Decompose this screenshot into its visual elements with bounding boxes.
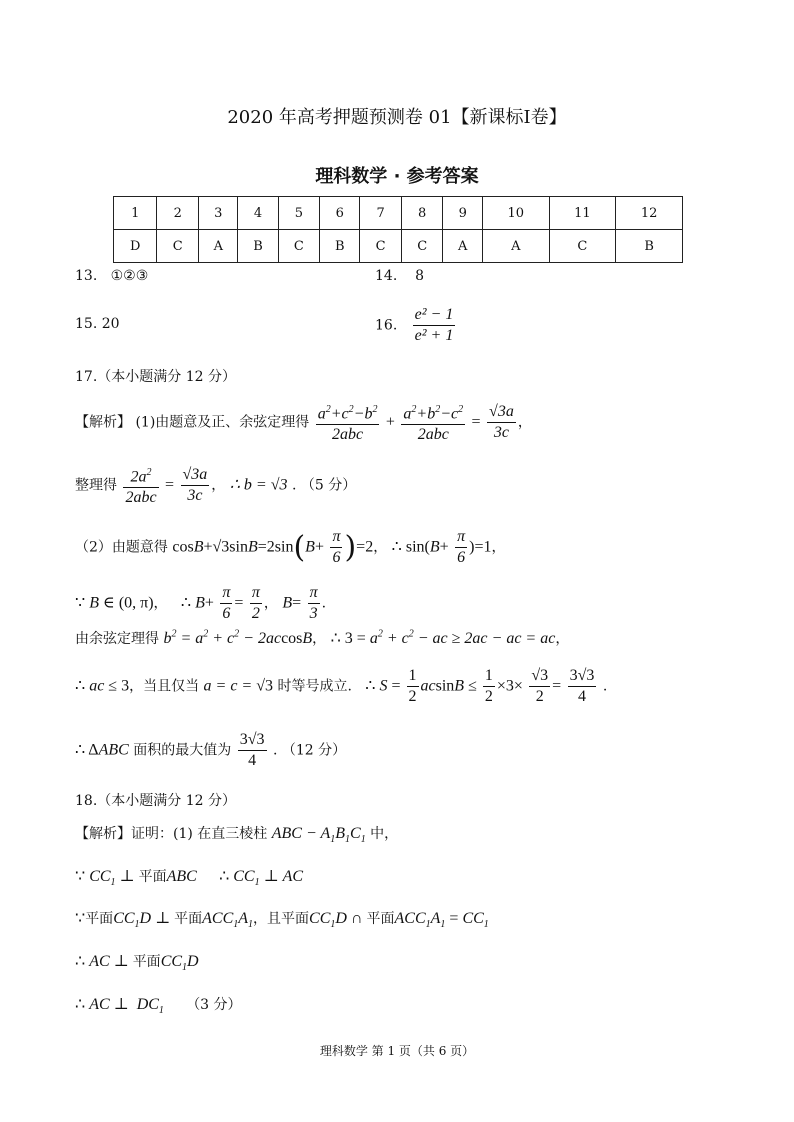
answer-number-cell: 1 (114, 197, 157, 230)
answer-choice-cell: C (360, 230, 402, 263)
q17-part1: 【解析】 (1)由题意及正、余弦定理得 $\frac{a^2+c^2-b^2}{\text{2abc}}$ + $\frac{a^2+b^2-c^2}{\text{2abc}}$ = $\frac{√3a}{3c}$ ， (75, 400, 532, 445)
answer-number-cell: 2 (157, 197, 199, 230)
answer-choice-cell: C (157, 230, 199, 263)
answer-13 (75, 268, 148, 284)
q17-heading: 17.（本小题满分 12 分） (75, 369, 236, 385)
q17-cosine-law: 由余弦定理得 $b^2 = a^2 + c^2 - 2accosB$， ∴ $3 = a^2 + c^2$ − ac ≥ 2ac − ac = ac， (75, 628, 570, 647)
q17-part2-intro: 整理得 (75, 477, 117, 494)
q14-answer: 8 (415, 268, 424, 284)
answer-number-cell: 10 (482, 197, 549, 230)
q18-line5: ∴ AC ⊥ $DC_1$ （3 分） (75, 996, 242, 1017)
answer-number-cell: 5 (278, 197, 320, 230)
q18-intro: 【解析】证明：(1) 在直三棱柱 (75, 826, 268, 842)
q18-line1: 【解析】证明：(1) 在直三棱柱 ABC − $A_1B_1C_1$ 中， (75, 825, 399, 846)
page-footer: 理科数学 第 1 页（共 6 页） (319, 1044, 475, 1058)
q17-part2-label: （2）由题意得 (75, 539, 168, 556)
q15-answer: 20 (101, 316, 120, 332)
answer-choice-cell: A (482, 230, 549, 263)
q16-fraction: $\frac{\text{e² − 1}}{\text{e² + 1}}$ (414, 306, 454, 344)
answer-choice-cell: A (199, 230, 238, 263)
answer-16 (375, 305, 457, 346)
q17-conclusion: ∴ ΔABC 面积的最大值为 $\frac{3√3}{4}$ . （12 分） (75, 731, 347, 769)
q13-answer: ①②③ (110, 268, 149, 284)
q18-line2: ∵ $CC_1$ ⊥ 平面ABC ∴ $CC_1$ ⊥ AC (75, 868, 304, 889)
q17-score-5: （5 分） (300, 477, 357, 494)
q17-part2: （2）由题意得 cosB+√3sinB=2sin(B+ $\frac{\pi}{6}$ )=2， ∴ sin(B+ $\frac{\pi}{6}$ )=1， (75, 528, 506, 566)
q18-score-3: （3 分） (186, 997, 242, 1013)
q18-line4: ∴ AC ⊥ 平面$CC_1D$ (75, 953, 199, 974)
page-subtitle: 理科数学 · 参考答案 (315, 166, 479, 187)
answer-choice-cell: B (616, 230, 683, 263)
q17-b-value: ∵ B ∈ (0, π)， ∴ B+ $\frac{\pi}{6}$ = $\frac{\pi}{2}$ ， B= $\frac{\pi}{3}$ . (75, 584, 327, 622)
answer-choice-cell: B (320, 230, 360, 263)
answer-14 (375, 268, 424, 284)
q13-number: 13. (75, 268, 98, 284)
answer-number-cell: 12 (616, 197, 683, 230)
answer-choice-cell: A (443, 230, 482, 263)
answer-number-cell: 6 (320, 197, 360, 230)
q17-equality-text2: 时等号成立. (277, 678, 352, 695)
answer-choice-cell: C (401, 230, 443, 263)
answer-choice-cell: D (114, 230, 157, 263)
answer-table-numbers-row (114, 197, 683, 230)
q17-score-12: （12 分） (281, 742, 347, 759)
answer-number-cell: 4 (238, 197, 278, 230)
q15-number: 15. (75, 316, 98, 332)
q17-cosine-intro: 由余弦定理得 (75, 631, 159, 647)
answer-table-choices-row (114, 230, 683, 263)
q18-heading: 18.（本小题满分 12 分） (75, 793, 236, 809)
page-title: 2020 年高考押题预测卷 01【新课标Ⅰ卷】 (227, 107, 567, 128)
answer-number-cell: 3 (199, 197, 238, 230)
q17-part1-result: 整理得 $\frac{2a^2}{\text{2abc}}$ = $\frac{√3a}{3c}$ ， ∴ b = √3 . （5 分） (75, 463, 356, 508)
q17-area-bound: ∴ ac ≤ 3，当且仅当 a = c = √3 时等号成立. ∴ S = $\frac{1}{2}$ acsinB ≤ $\frac{1}{2}$ ×3× $\frac{√3}{2}$ = $\frac{3√3}{4}$ . (75, 667, 608, 705)
q16-number: 16. (375, 317, 398, 334)
q17-analysis-tag: 【解析】 (75, 414, 131, 431)
q17-equality-text: ，当且仅当 (129, 678, 200, 695)
answer-number-cell: 9 (443, 197, 482, 230)
answer-number-cell: 11 (549, 197, 616, 230)
q14-number: 14. (375, 268, 398, 284)
answer-number-cell: 8 (401, 197, 443, 230)
answer-choice-cell: B (238, 230, 278, 263)
answer-15 (75, 316, 120, 332)
q17-part1-intro: (1)由题意及正、余弦定理得 (135, 414, 310, 431)
answer-choice-cell: C (549, 230, 616, 263)
answer-table (113, 196, 683, 263)
q18-line3: ∵平面$CC_1D$ ⊥ 平面$ACC_1A_1$，且平面$CC_1D$ ∩ 平面$ACC_1A_1 = CC_1$ (75, 910, 489, 931)
answer-choice-cell: C (278, 230, 320, 263)
answer-number-cell: 7 (360, 197, 402, 230)
q17-max-area-text: 面积的最大值为 (133, 742, 232, 759)
